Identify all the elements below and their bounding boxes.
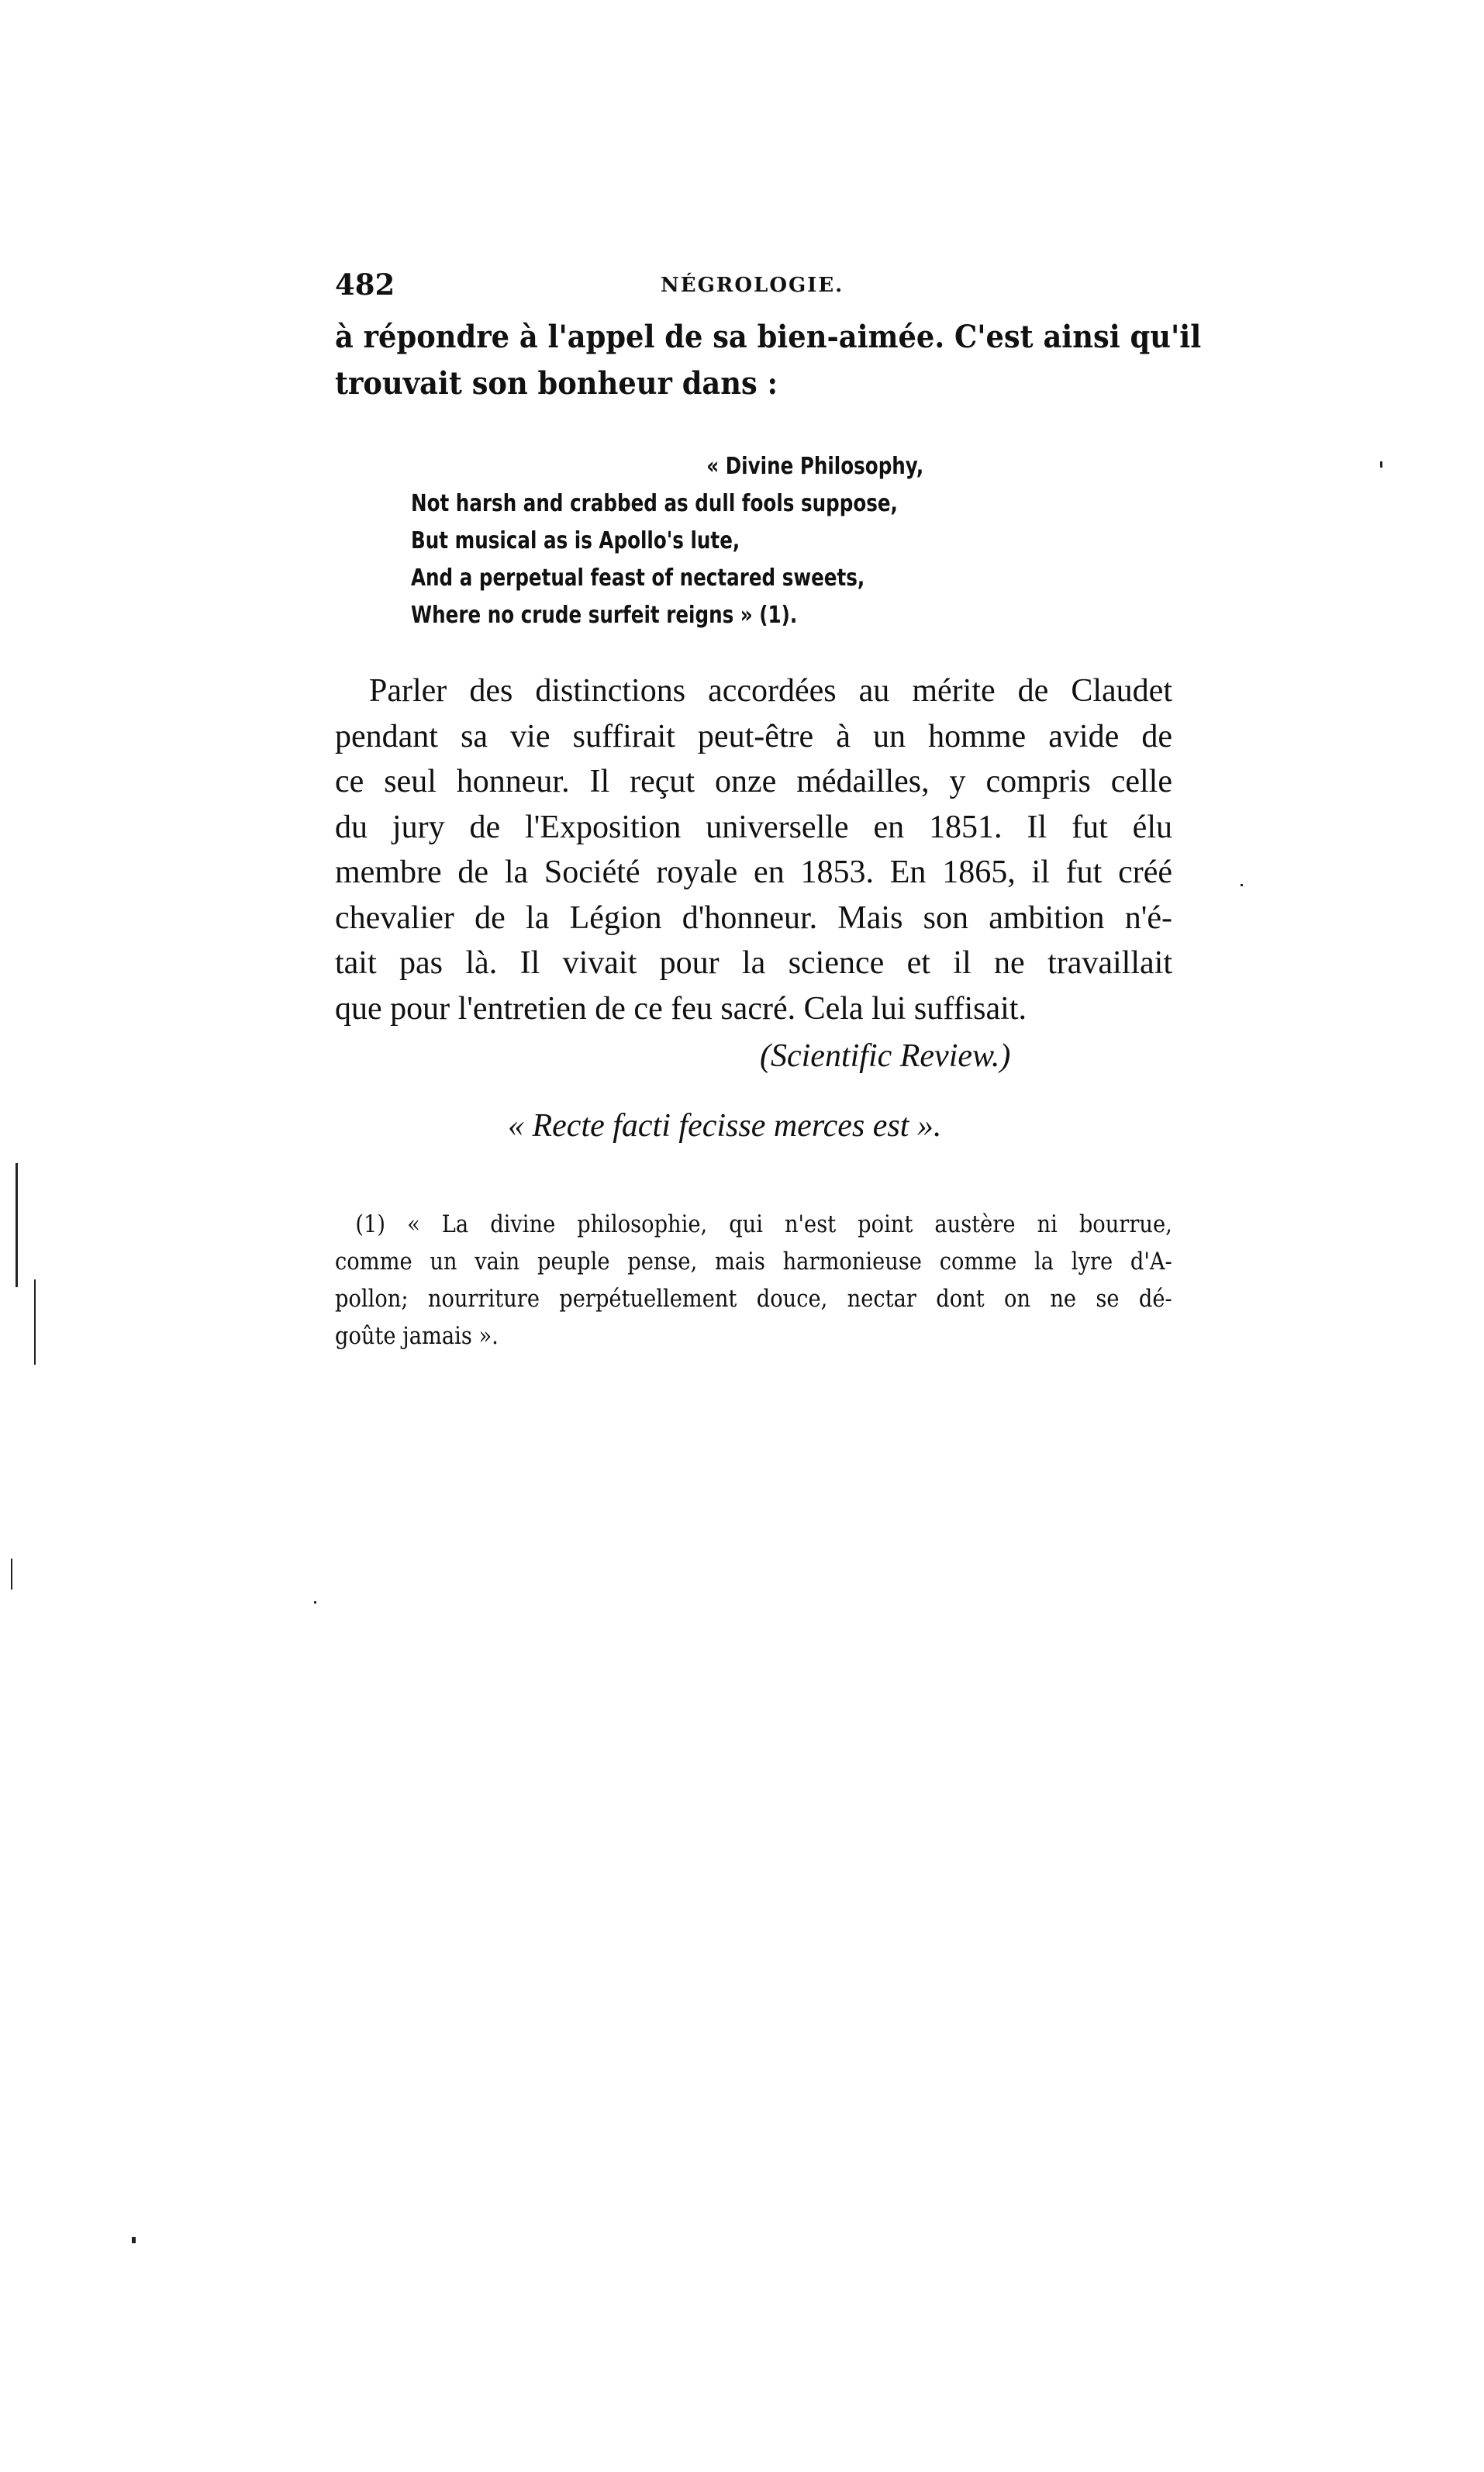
scan-mark [314, 1601, 316, 1604]
scan-mark [132, 2237, 136, 2243]
scan-mark [1380, 461, 1382, 468]
verse-line: « Divine Philosophy, [706, 453, 924, 480]
scan-mark [1241, 884, 1243, 886]
running-title: NÉGROLOGIE. [661, 274, 844, 297]
text-line: trouvait son bonheur dans : [335, 365, 778, 402]
opening-text [335, 314, 1202, 407]
scan-mark [11, 1559, 12, 1590]
verse-quotation [411, 448, 923, 634]
footnote-line: goûte jamais ». [335, 1322, 499, 1350]
latin-motto: « Recte facti fecisse merces est ». [508, 1108, 942, 1144]
text-line: pendant sa vie suffirait peut-être à un homme avide de [335, 718, 1172, 754]
text-line: ce seul honneur. Il reçut onze médailles, y compris celle [335, 764, 1172, 799]
body-paragraph [335, 668, 1172, 1031]
scan-mark [16, 1163, 18, 1287]
text-line: du jury de l'Exposition universelle en 1851. Il fut élu [335, 809, 1172, 845]
text-line: membre de la Société royale en 1853. En 1865, il fut créé [335, 854, 1172, 890]
page-number: 482 [335, 268, 395, 302]
verse-line: And a perpetual feast of nectared sweets, [411, 564, 865, 592]
text-line: chevalier de la Légion d'honneur. Mais son ambition n'é- [335, 899, 1172, 936]
verse-line: But musical as is Apollo's lute, [411, 527, 740, 554]
text-line: Parler des distinctions accordées au mérite de Claudet [369, 673, 1172, 709]
scan-mark [34, 1279, 36, 1365]
footnote-line: (1) « La divine philosophie, qui n'est point austère ni bourrue, [355, 1210, 1172, 1238]
text-line: tait pas là. Il vivait pour la science et il ne travaillait [335, 945, 1172, 981]
footnote-line: comme un vain peuple pense, mais harmonieuse comme la lyre d'A- [335, 1248, 1172, 1276]
footnote [335, 1206, 1172, 1355]
running-head [335, 268, 1168, 306]
verse-line: Where no crude surfeit reigns » (1). [411, 602, 798, 629]
verse-line: Not harsh and crabbed as dull fools suppose, [411, 490, 898, 517]
text-line: à répondre à l'appel de sa bien-aimée. C'est ainsi qu'il [335, 319, 1202, 355]
footnote-line: pollon; nourriture perpétuellement douce, nectar dont on ne se dé- [335, 1285, 1172, 1313]
text-line: que pour l'entretien de ce feu sacré. Cela lui suffisait. [335, 990, 1027, 1027]
source-attribution: (Scientific Review.) [760, 1038, 1011, 1074]
